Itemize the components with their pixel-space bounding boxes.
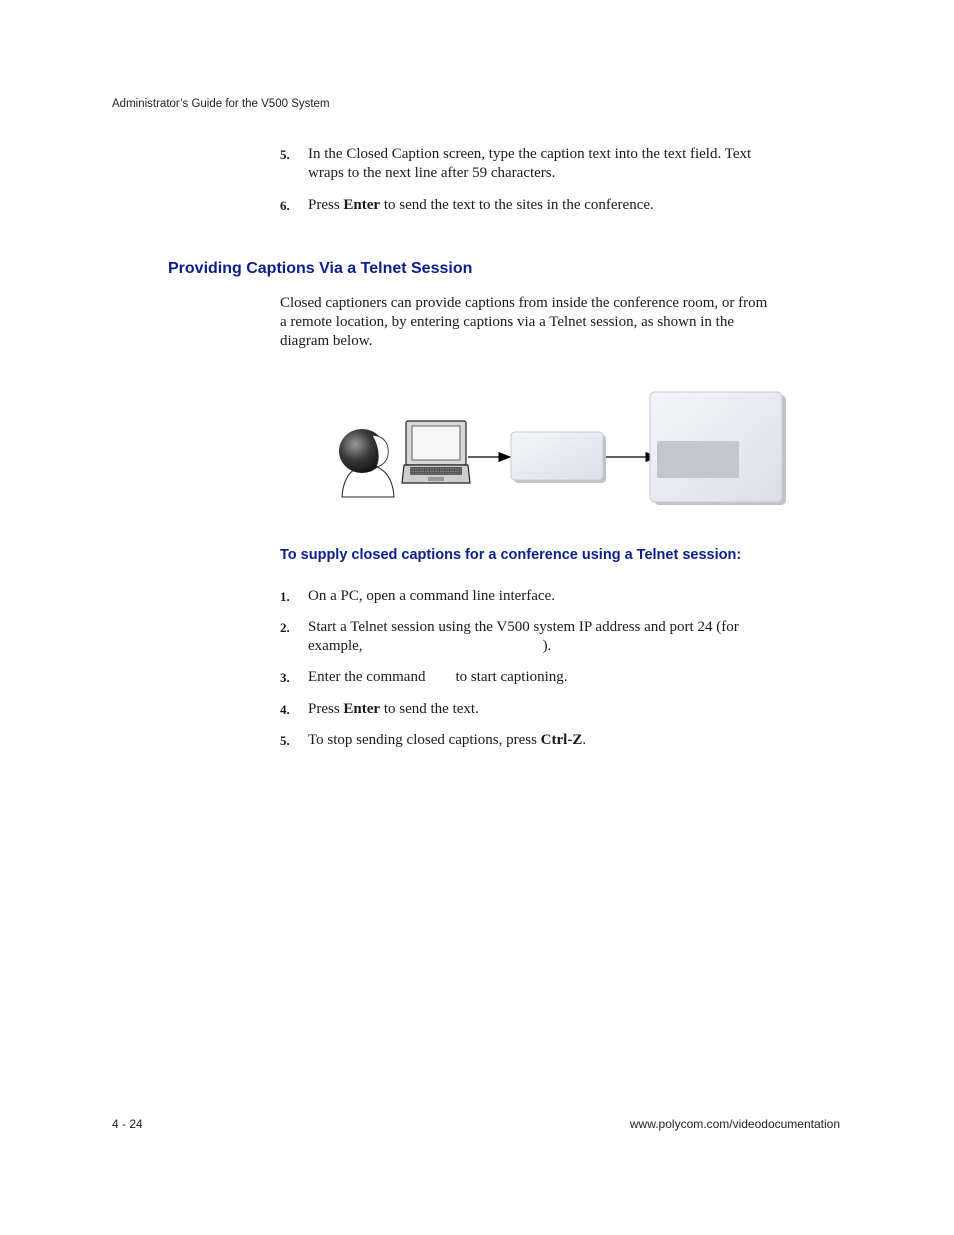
running-header: Administrator’s Guide for the V500 System xyxy=(112,98,330,110)
step-text-line: In the Closed Caption screen, type the caption text into the text field. Text xyxy=(308,146,752,162)
footer-url: www.polycom.com/videodocumentation xyxy=(629,1117,840,1131)
step-item xyxy=(280,587,840,606)
step-text-line: Start a Telnet session using the V500 system IP address and port 24 (for xyxy=(308,619,739,635)
telnet-diagram xyxy=(330,385,800,515)
step-item xyxy=(280,196,840,215)
network-box xyxy=(511,432,606,483)
step-number: 6. xyxy=(280,198,290,213)
step-item xyxy=(280,145,840,183)
step-number: 2. xyxy=(280,620,290,635)
step-text: Enter the command xyxy=(308,669,426,685)
section-heading: Providing Captions Via a Telnet Session xyxy=(168,260,473,277)
step-text: . xyxy=(582,732,587,748)
step-text-line xyxy=(308,637,840,656)
step-item xyxy=(280,668,840,687)
step-key: Ctrl-Z xyxy=(540,732,583,748)
step-text: to start captioning. xyxy=(455,669,568,685)
step-key: Enter xyxy=(343,197,381,213)
step-number: 3. xyxy=(280,670,290,685)
step-text: On a PC, open a command line interface. xyxy=(308,588,556,604)
step-number: 5. xyxy=(280,147,290,162)
laptop-icon xyxy=(402,421,470,483)
step-text: example, xyxy=(308,638,363,654)
step-text: to send the text to the sites in the conference. xyxy=(380,197,654,213)
intro-line: Closed captioners can provide captions from inside the conference room, or from xyxy=(280,295,768,311)
step-number: 1. xyxy=(280,589,290,604)
top-step-list xyxy=(280,145,840,215)
intro-line: a remote location, by entering captions via a Telnet session, as shown in the xyxy=(280,314,734,330)
step-number: 5. xyxy=(280,733,290,748)
step-text-line: wraps to the next line after 59 characters. xyxy=(308,165,556,181)
step-text: to send the text. xyxy=(380,701,479,717)
procedure-step-list xyxy=(280,587,840,750)
page-number: 4 - 24 xyxy=(112,1117,143,1131)
step-key: Enter xyxy=(343,701,381,717)
step-item xyxy=(280,700,840,719)
step-number: 4. xyxy=(280,702,290,717)
system-box xyxy=(650,392,786,505)
step-text: Press xyxy=(308,701,344,717)
procedure-heading: To supply closed captions for a conference using a Telnet session: xyxy=(280,547,742,563)
person-icon xyxy=(339,429,394,497)
step-text: To stop sending closed captions, press xyxy=(308,732,541,748)
step-item xyxy=(280,618,840,656)
section-intro xyxy=(280,294,845,351)
intro-line: diagram below. xyxy=(280,333,373,349)
step-text: ). xyxy=(542,638,552,654)
step-text: Press xyxy=(308,197,344,213)
step-item xyxy=(280,731,840,750)
